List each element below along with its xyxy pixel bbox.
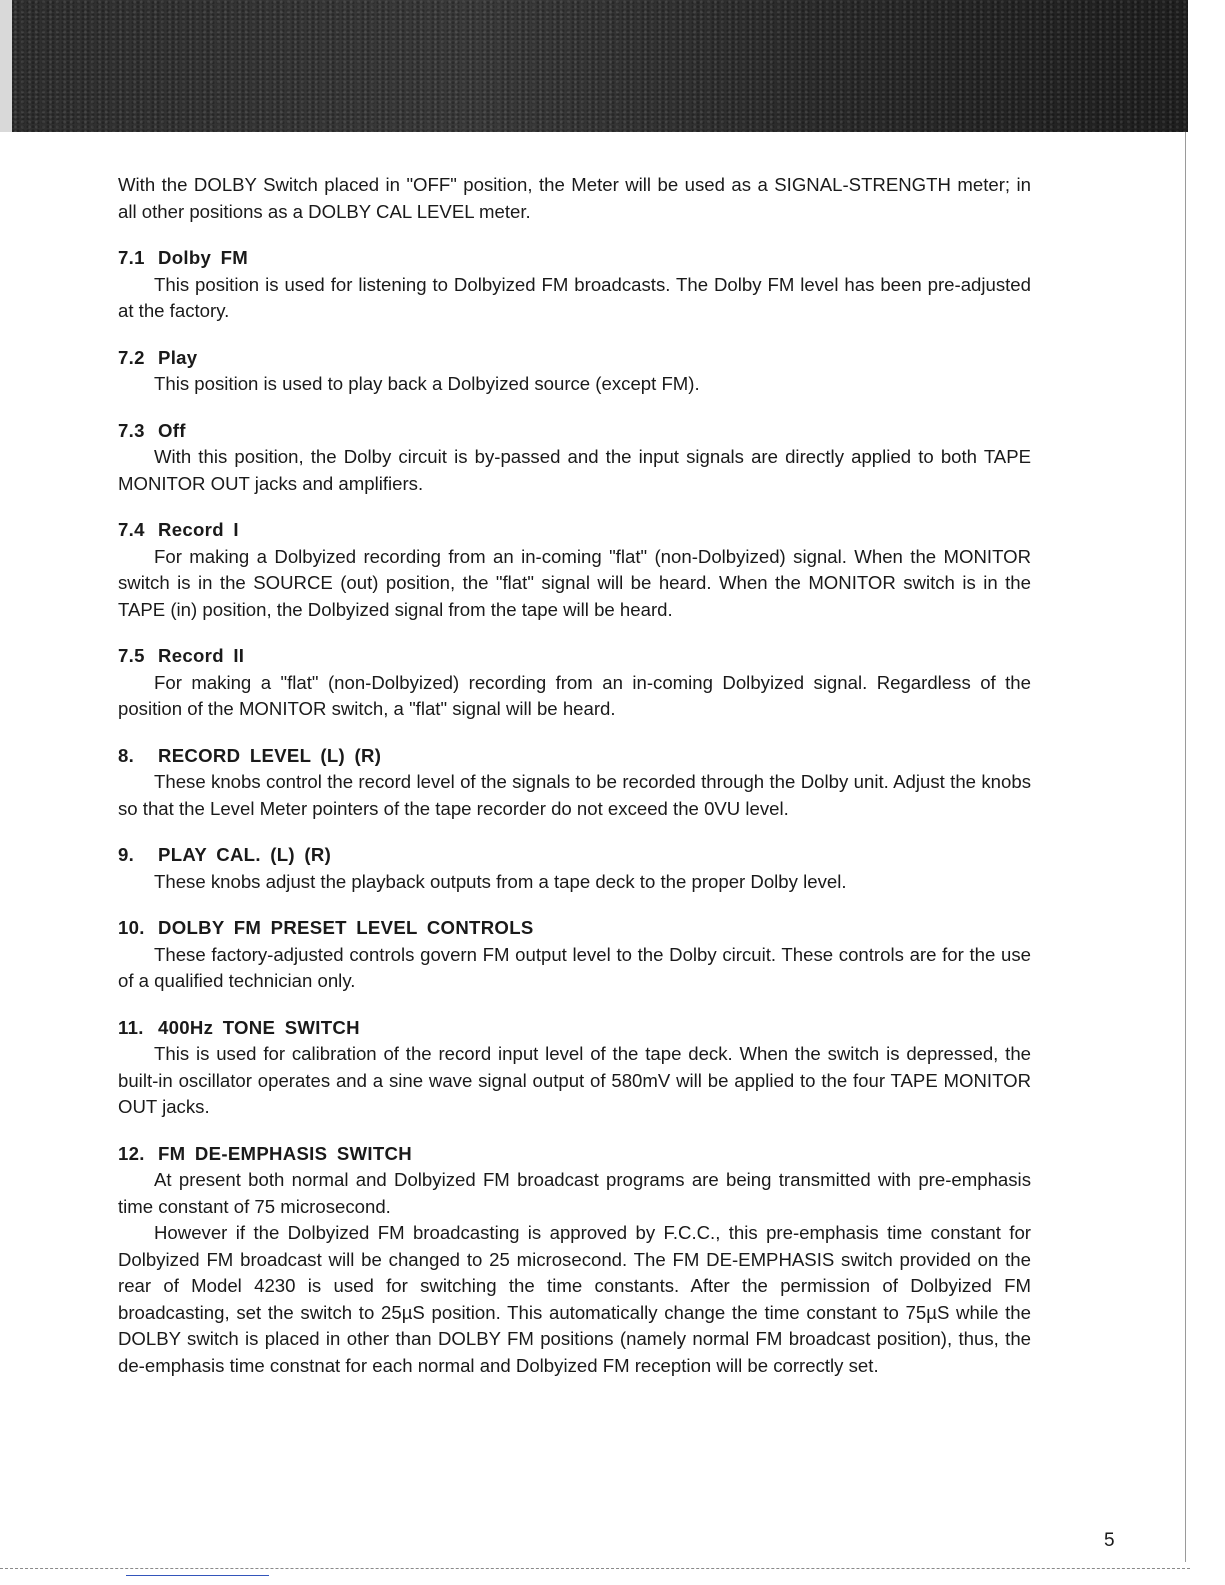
- section-heading: [118, 1015, 1031, 1042]
- section-paragraph: These knobs adjust the playback outputs from a tape deck to the proper Dolby level.: [154, 870, 847, 892]
- section-number: 11.: [118, 1016, 144, 1038]
- bottom-link-underline: [126, 1575, 269, 1576]
- section-heading: [118, 743, 1031, 770]
- page-edge-rule: [1185, 132, 1186, 1562]
- section-number: 7.5: [118, 645, 145, 666]
- section-paragraph: This is used for calibration of the record input level of the tape deck. When the switch is depressed, the built-in oscillator operates and a sine wave signal output of 580mV will be applied to the four TAPE MONITOR OUT jacks.: [118, 1043, 1031, 1117]
- section-title: Record II: [158, 645, 245, 666]
- section-heading: [118, 245, 1031, 272]
- bottom-rule: [0, 1568, 1190, 1570]
- section-7-2: [118, 345, 1031, 398]
- section-heading: [118, 1141, 1031, 1168]
- section-heading: [118, 418, 1031, 445]
- section-title: DOLBY FM PRESET LEVEL CONTROLS: [158, 917, 534, 938]
- section-paragraph: This position is used for listening to Dolbyized FM broadcasts. The Dolby FM level has been pre-adjusted at the factory.: [118, 273, 1031, 321]
- manual-body: [118, 172, 1031, 1379]
- section-paragraph: For making a "flat" (non-Dolbyized) recording from an in-coming Dolbyized signal. Regardless of the position of the MONITOR switch, a "flat" signal will be heard.: [118, 671, 1031, 719]
- section-8: [118, 743, 1031, 823]
- section-title: Dolby FM: [158, 247, 249, 268]
- section-7-4: [118, 517, 1031, 623]
- section-number: 10.: [118, 917, 145, 938]
- section-7-5: [118, 643, 1031, 723]
- section-11: [118, 1015, 1031, 1121]
- section-number: 7.4: [118, 519, 145, 540]
- section-paragraph: For making a Dolbyized recording from an in-coming "flat" (non-Dolbyized) signal. When the MONITOR switch is in the SOURCE (out) position, the "flat" signal will be heard. When the MONITOR switch is in the TAPE (in) position, the Dolbyized signal from the tape will be heard.: [118, 545, 1031, 620]
- section-heading: [118, 842, 1031, 869]
- section-paragraph: However if the Dolbyized FM broadcasting is approved by F.C.C., this pre-emphasis time constant for Dolbyized FM broadcast will be changed to 25 microsecond. The FM DE-EMPHASIS switch provided on the rear of Model 4230 is used for switching the time constants. After the permission of Dolbyized FM broadcasting, set the switch to 25µS position. This automatically change the time constant to 75µS while the DOLBY switch is placed in other than DOLBY FM positions (namely normal FM broadcast position), thus, the de-emphasis time constnat for each normal and Dolbyized FM reception will be correctly set.: [118, 1222, 1031, 1376]
- section-paragraph: These knobs control the record level of the signals to be recorded through the Dolby unit. Adjust the knobs so that the Level Meter pointers of the tape recorder do not exceed the 0VU level.: [118, 771, 1031, 819]
- section-number: 7.1: [118, 247, 145, 268]
- section-heading: [118, 643, 1031, 670]
- page-number: 5: [1104, 1530, 1115, 1551]
- intro-paragraph: With the DOLBY Switch placed in "OFF" position, the Meter will be used as a SIGNAL-STRENGTH meter; in all other positions as a DOLBY CAL LEVEL meter.: [118, 174, 1031, 222]
- section-number: 12.: [118, 1142, 145, 1164]
- section-7-3: [118, 418, 1031, 498]
- section-paragraph: This position is used to play back a Dolbyized source (except FM).: [154, 373, 700, 394]
- section-title: Record I: [158, 519, 239, 540]
- section-7-1: [118, 245, 1031, 325]
- section-number: 7.2: [118, 346, 145, 368]
- section-title: FM DE-EMPHASIS SWITCH: [158, 1142, 412, 1164]
- section-number: 7.3: [118, 419, 145, 441]
- section-number: 9.: [118, 844, 135, 865]
- section-title: PLAY CAL. (L) (R): [158, 844, 332, 865]
- section-9: [118, 842, 1031, 895]
- section-title: Play: [158, 346, 198, 368]
- section-10: [118, 915, 1031, 995]
- section-paragraph: With this position, the Dolby circuit is by-passed and the input signals are directly applied to both TAPE MONITOR OUT jacks and amplifiers.: [118, 446, 1031, 494]
- section-title: RECORD LEVEL (L) (R): [158, 744, 382, 766]
- section-title: 400Hz TONE SWITCH: [158, 1016, 360, 1038]
- section-heading: [118, 915, 1031, 942]
- section-title: Off: [158, 419, 186, 441]
- section-12: [118, 1141, 1031, 1380]
- section-paragraph: At present both normal and Dolbyized FM broadcast programs are being transmitted with pre-emphasis time constant of 75 microsecond.: [118, 1169, 1031, 1217]
- section-paragraph: These factory-adjusted controls govern FM output level to the Dolby circuit. These controls are for the use of a qualified technician only.: [118, 943, 1031, 991]
- section-number: 8.: [118, 744, 135, 766]
- section-heading: [118, 517, 1031, 544]
- header-band: [0, 0, 1188, 132]
- section-heading: [118, 345, 1031, 372]
